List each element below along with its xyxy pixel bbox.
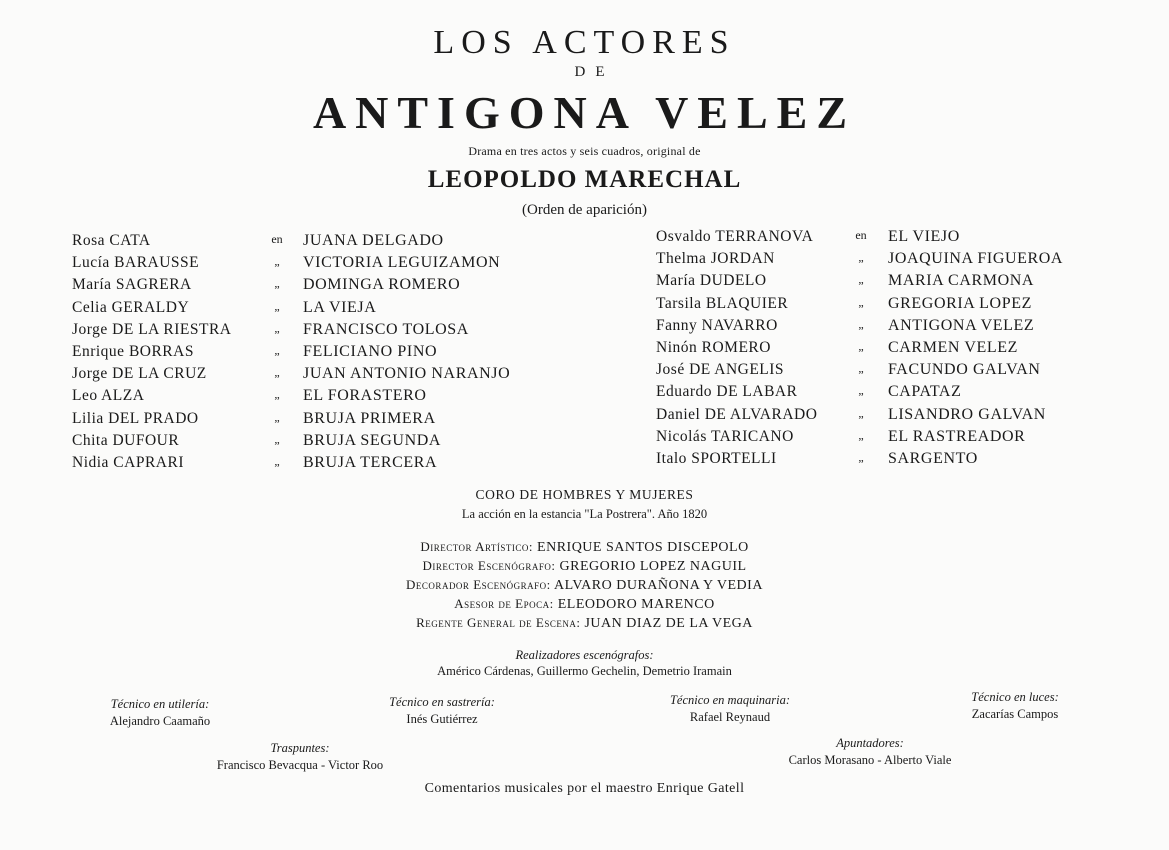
connector-text: „ bbox=[858, 361, 864, 376]
actor-name: José DE ANGELIS bbox=[656, 361, 785, 379]
connector-text: „ bbox=[274, 431, 280, 446]
credit-heading: Técnico en luces: bbox=[971, 690, 1059, 704]
connector-text: „ bbox=[274, 320, 280, 335]
cast-row bbox=[72, 276, 563, 298]
set-builders-names: Américo Cárdenas, Guillermo Gechelin, Demetrio Iramain bbox=[437, 664, 732, 678]
cast-row bbox=[656, 383, 1148, 405]
role-name: LA VIEJA bbox=[303, 298, 377, 316]
play-subtitle: Drama en tres actos y seis cuadros, original de bbox=[468, 144, 701, 158]
connector-text: „ bbox=[858, 250, 864, 265]
connector-text: „ bbox=[274, 409, 280, 424]
connector-text: „ bbox=[274, 343, 280, 357]
directors-block bbox=[0, 538, 1169, 633]
cast-row bbox=[656, 272, 1148, 294]
actor-name: Lilia DEL PRADO bbox=[72, 409, 199, 427]
role-name: BRUJA PRIMERA bbox=[303, 409, 436, 427]
director-name: ELEODORO MARENCO bbox=[557, 597, 715, 612]
role-name: FELICIANO PINO bbox=[303, 343, 438, 360]
credit-heading: Técnico en sastrería: bbox=[389, 695, 495, 709]
music-credit: Comentarios musicales por el maestro Enrique Gatell bbox=[424, 781, 745, 796]
setting-line: La acción en la estancia "La Postrera". Año 1820 bbox=[461, 507, 708, 521]
actor-name: Tarsila BLAQUIER bbox=[656, 294, 789, 312]
cast-row bbox=[656, 339, 1148, 361]
connector-text: „ bbox=[274, 454, 280, 468]
credit-maquinaria bbox=[645, 692, 815, 726]
cast-row bbox=[72, 321, 563, 343]
role-name: VICTORIA LEGUIZAMON bbox=[303, 254, 501, 272]
credit-name: Carlos Morasano - Alberto Viale bbox=[788, 753, 952, 767]
connector-text: „ bbox=[858, 272, 864, 287]
role-name: JUAN ANTONIO NARANJO bbox=[303, 365, 511, 383]
director-name: GREGORIO LOPEZ NAGUIL bbox=[559, 559, 747, 574]
actor-name: Jorge DE LA CRUZ bbox=[72, 365, 207, 383]
cast-row bbox=[656, 295, 1148, 317]
actor-name: Nicolás TARICANO bbox=[656, 427, 794, 445]
cast-row bbox=[72, 365, 563, 387]
actor-name: Eduardo DE LABAR bbox=[656, 383, 798, 401]
director-line bbox=[0, 576, 1169, 595]
connector-text: en bbox=[271, 232, 283, 246]
cast-row bbox=[72, 343, 563, 365]
director-line bbox=[0, 595, 1169, 614]
connector-text: „ bbox=[858, 405, 864, 420]
role-name: CAPATAZ bbox=[888, 383, 962, 401]
connector-text: „ bbox=[274, 298, 280, 313]
director-name: ALVARO DURAÑONA Y VEDIA bbox=[554, 578, 763, 593]
credit-heading: Técnico en utilería: bbox=[110, 697, 210, 711]
credit-sastreria bbox=[362, 694, 522, 728]
actor-name: Leo ALZA bbox=[72, 387, 145, 405]
director-name: ENRIQUE SANTOS DISCEPOLO bbox=[537, 540, 749, 555]
role-name: BRUJA SEGUNDA bbox=[303, 431, 442, 449]
credit-heading: Apuntadores: bbox=[836, 736, 904, 750]
connector-text: „ bbox=[274, 387, 280, 402]
cast-row bbox=[72, 232, 563, 254]
role-name: DOMINGA ROMERO bbox=[303, 276, 461, 294]
cast-row bbox=[72, 387, 563, 409]
actor-name: Lucía BARAUSSE bbox=[72, 254, 200, 272]
connector-text: „ bbox=[858, 450, 864, 464]
director-title: Director Artístico: bbox=[420, 539, 534, 554]
connector-text: „ bbox=[858, 339, 864, 353]
cast-row bbox=[656, 450, 1148, 472]
chorus-line: CORO DE HOMBRES Y MUJERES bbox=[475, 487, 694, 502]
role-name: BRUJA TERCERA bbox=[303, 454, 438, 471]
role-name: JOAQUINA FIGUEROA bbox=[888, 250, 1064, 268]
actor-name: Chita DUFOUR bbox=[72, 431, 180, 449]
director-line bbox=[0, 557, 1169, 576]
credit-utileria bbox=[80, 696, 240, 730]
connector-text: „ bbox=[274, 276, 280, 291]
credit-heading: Técnico en maquinaria: bbox=[669, 693, 791, 707]
credit-name: Alejandro Caamaño bbox=[109, 714, 211, 728]
role-name: ANTIGONA VELEZ bbox=[888, 316, 1035, 334]
actor-name: Celia GERALDY bbox=[72, 298, 190, 316]
role-name: EL RASTREADOR bbox=[888, 427, 1026, 445]
role-name: JUANA DELGADO bbox=[303, 232, 444, 249]
actor-name: Rosa CATA bbox=[72, 232, 151, 249]
actor-name: Italo SPORTELLI bbox=[656, 450, 777, 467]
actor-name: María DUDELO bbox=[656, 272, 767, 290]
role-name: FACUNDO GALVAN bbox=[888, 361, 1041, 379]
director-name: JUAN DIAZ DE LA VEGA bbox=[584, 616, 753, 631]
role-name: MARIA CARMONA bbox=[888, 272, 1035, 290]
director-title: Asesor de Epoca: bbox=[454, 596, 554, 611]
connector-text: „ bbox=[858, 383, 864, 398]
credit-name: Francisco Bevacqua - Victor Roo bbox=[216, 758, 384, 772]
cast-row bbox=[72, 410, 563, 432]
connector-text: „ bbox=[858, 427, 864, 442]
director-line bbox=[0, 614, 1169, 633]
author-name: LEOPOLDO MARECHAL bbox=[427, 166, 742, 193]
actor-name: Jorge DE LA RIESTRA bbox=[72, 320, 232, 338]
cast-row bbox=[656, 228, 1148, 250]
actor-name: Osvaldo TERRANOVA bbox=[656, 228, 814, 245]
role-name: EL FORASTERO bbox=[303, 387, 427, 405]
actor-name: María SAGRERA bbox=[72, 276, 192, 294]
role-name: CARMEN VELEZ bbox=[888, 339, 1019, 356]
role-name: GREGORIA LOPEZ bbox=[888, 294, 1032, 312]
cast-row bbox=[656, 361, 1148, 383]
connector-text: en bbox=[855, 228, 867, 242]
connector-text: „ bbox=[858, 294, 864, 309]
cast-row bbox=[72, 454, 563, 476]
director-line bbox=[0, 538, 1169, 557]
cast-row bbox=[656, 317, 1148, 339]
role-name: SARGENTO bbox=[888, 450, 978, 467]
role-name: EL VIEJO bbox=[888, 228, 960, 245]
cast-row bbox=[72, 299, 563, 321]
credit-name: Zacarías Campos bbox=[971, 707, 1059, 721]
play-title: ANTIGONA VELEZ bbox=[312, 87, 857, 138]
cast-row bbox=[72, 254, 563, 276]
director-title: Director Escenógrafo: bbox=[422, 558, 556, 573]
role-name: FRANCISCO TOLOSA bbox=[303, 320, 469, 338]
director-title: Decorador Escenógrafo: bbox=[406, 577, 551, 592]
actor-name: Fanny NAVARRO bbox=[656, 316, 778, 334]
actor-name: Daniel DE ALVARADO bbox=[656, 405, 818, 423]
credit-name: Inés Gutiérrez bbox=[406, 712, 478, 726]
header-line-los-actores: LOS ACTORES bbox=[433, 24, 736, 61]
actor-name: Enrique BORRAS bbox=[72, 343, 194, 360]
cast-row bbox=[656, 428, 1148, 450]
credit-apuntadores bbox=[750, 735, 990, 769]
actor-name: Nidia CAPRARI bbox=[72, 454, 184, 471]
credit-name: Rafael Reynaud bbox=[689, 710, 771, 724]
credit-luces bbox=[940, 689, 1090, 723]
cast-row bbox=[656, 406, 1148, 428]
connector-text: „ bbox=[274, 254, 280, 269]
connector-text: „ bbox=[274, 365, 280, 380]
set-builders-heading: Realizadores escenógrafos: bbox=[515, 648, 654, 662]
actor-name: Thelma JORDAN bbox=[656, 250, 775, 268]
director-title: Regente General de Escena: bbox=[416, 615, 581, 630]
cast-row bbox=[656, 250, 1148, 272]
cast-row bbox=[72, 432, 563, 454]
header-line-de: DE bbox=[574, 64, 615, 80]
connector-text: „ bbox=[858, 316, 864, 331]
credit-traspuntes bbox=[180, 740, 420, 774]
order-note: (Orden de aparición) bbox=[522, 202, 647, 218]
actor-name: Ninón ROMERO bbox=[656, 339, 771, 356]
credit-heading: Traspuntes: bbox=[270, 741, 330, 755]
role-name: LISANDRO GALVAN bbox=[888, 405, 1046, 423]
